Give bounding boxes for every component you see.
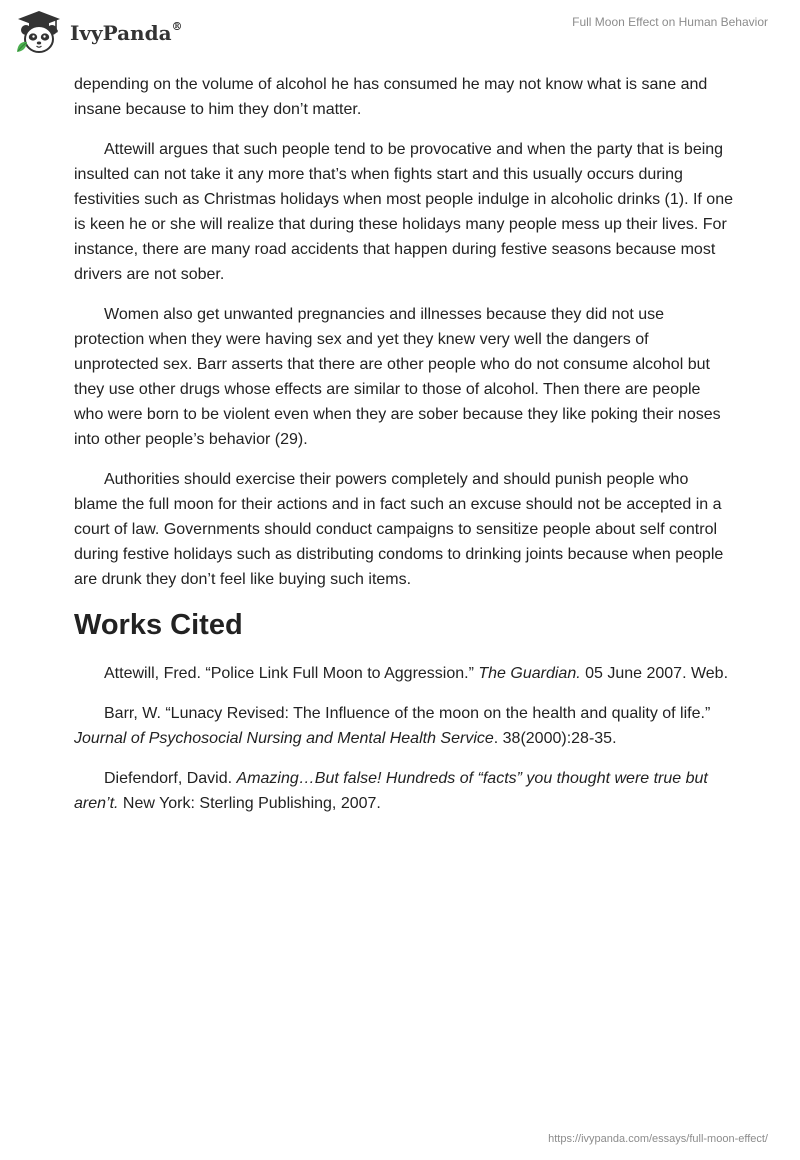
source-url-link[interactable]: https://ivypanda.com/essays/full-moon-effect/ (548, 1133, 768, 1145)
ivypanda-logo[interactable] (14, 8, 194, 56)
logo-text: IvyPanda® (70, 20, 183, 45)
citation-barr: Barr, W. “Lunacy Revised: The Influence of the moon on the health and quality of life.” Journal of Psychosocial Nursing and Mental Health Service. 38(2000):28-35. (74, 705, 711, 747)
paragraph-2: Attewill argues that such people tend to be provocative and when the party that is being insulted can not take it any more that’s when fights start and this usually occurs during festivities such as Christmas holidays when most people indulge in alcoholic drinks (1). If one is keen he or she will realize that during these holidays many people mess up their lives. For instance, there are many road accidents that happen during festive seasons because most drivers are not sober. (74, 141, 733, 283)
essay-content (74, 72, 734, 831)
document-title: Full Moon Effect on Human Behavior (572, 15, 768, 29)
citation-diefendorf: Diefendorf, David. Amazing…But false! Hundreds of “facts” you thought were true but aren’t. New York: Sterling Publishing, 2007. (74, 770, 708, 812)
paragraph-4: Authorities should exercise their powers completely and should punish people who blame the full moon for their actions and in fact such an excuse should not be accepted in a court of law. Governments should conduct campaigns to sensitize people about self control during festive holidays such as distributing condoms to drinking joints because when people are drunk they don’t feel like buying such items. (74, 471, 724, 588)
citation-attewill: Attewill, Fred. “Police Link Full Moon to Aggression.” The Guardian. 05 June 2007. Web. (104, 665, 729, 682)
paragraph-1: depending on the volume of alcohol he has consumed he may not know what is sane and insane because to him they don’t matter. (74, 76, 708, 118)
works-cited-heading: Works Cited (74, 609, 243, 641)
page-header (0, 0, 800, 60)
paragraph-3: Women also get unwanted pregnancies and illnesses because they did not use protection when they were having sex and yet they knew very well the dangers of unprotected sex. Barr asserts that there are other people who do not consume alcohol but they use other drugs whose effects are similar to those of alcohol. Then there are people who were born to be violent even when they are sober because they like poking their noses into other people’s behavior (29). (74, 306, 721, 448)
panda-graduate-icon (14, 8, 64, 56)
